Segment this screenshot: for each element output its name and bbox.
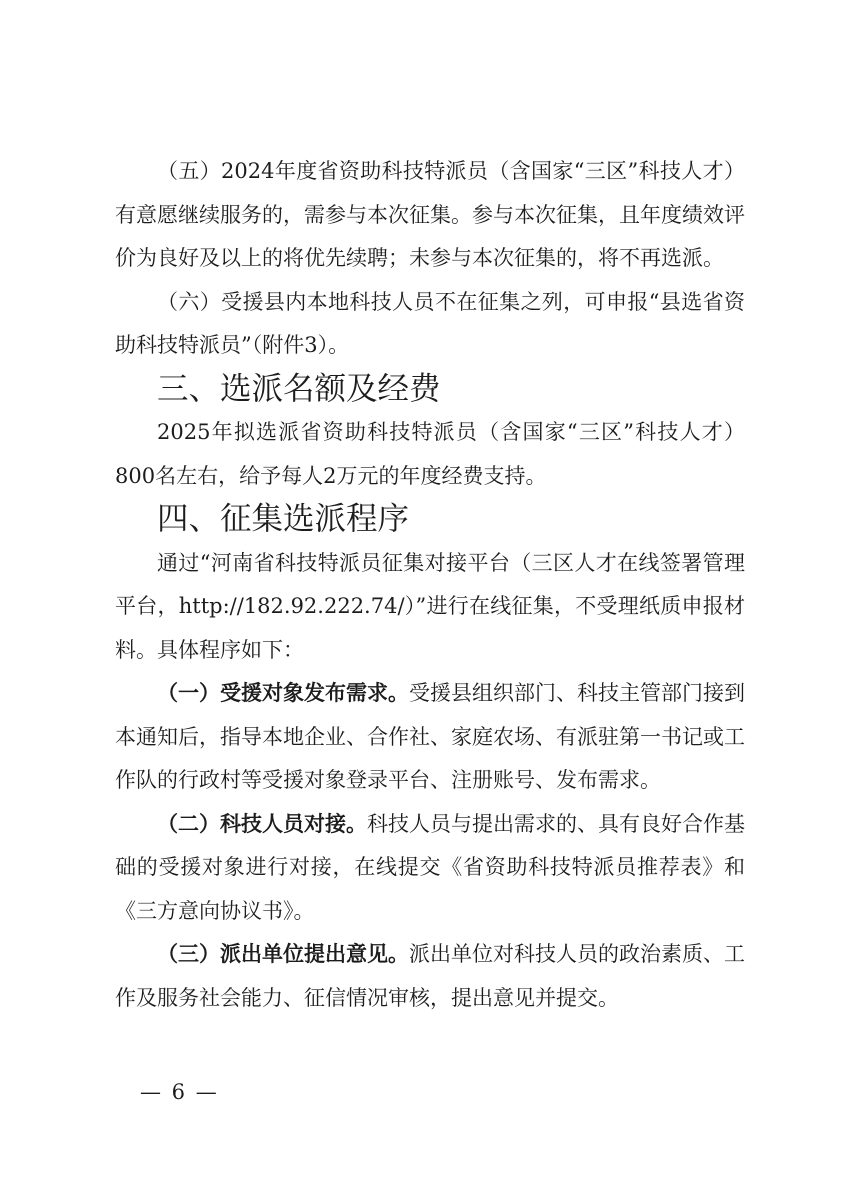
procedure-step-3-text: 派出单位对科技人员的政治素质、工作及服务社会能力、征信情况审核，提出意见并提交。 (115, 942, 745, 1010)
document-body (115, 150, 745, 1020)
procedure-step-1 (115, 672, 745, 803)
procedure-step-2 (115, 803, 745, 934)
procedure-step-3-lead: （三）派出单位提出意见。 (157, 942, 409, 966)
procedure-step-3 (115, 933, 745, 1020)
section-heading-procedure: 四、征集选派程序 (157, 501, 410, 537)
procedure-intro-paragraph: 通过“河南省科技特派员征集对接平台（三区人才在线签署管理平台，http://182.92.222.74/）”进行在线征集，不受理纸质申报材料。具体程序如下： (115, 550, 745, 662)
section-heading-quota-funding: 三、选派名额及经费 (157, 370, 441, 407)
paragraph-item-5: （五）2024年度省资助科技特派员（含国家“三区”科技人才）有意愿继续服务的，需参与本次征集。参与本次征集，且年度绩效评价为良好及以上的将优先续聘；未参与本次征集的，将不再选派。 (115, 159, 745, 270)
page-number: — 6 — (140, 1080, 219, 1104)
procedure-step-1-lead: （一）受援对象发布需求。 (157, 681, 409, 705)
procedure-step-2-lead: （二）科技人员对接。 (157, 811, 367, 836)
quota-funding-paragraph: 2025年拟选派省资助科技特派员（含国家“三区”科技人才）800名左右，给予每人2万元的年度经费支持。 (115, 420, 745, 488)
procedure-step-2-text: 科技人员与提出需求的、具有良好合作基础的受援对象进行对接，在线提交《省资助科技特派员推荐表》和《三方意向协议书》。 (115, 811, 745, 923)
paragraph-item-6: （六）受援县内本地科技人员不在征集之列，可申报“县选省资助科技特派员”（附件3）。 (115, 289, 745, 357)
procedure-step-1-text: 受援县组织部门、科技主管部门接到本通知后，指导本地企业、合作社、家庭农场、有派驻第一书记或工作队的行政村等受援对象登录平台、注册账号、发布需求。 (115, 681, 745, 792)
